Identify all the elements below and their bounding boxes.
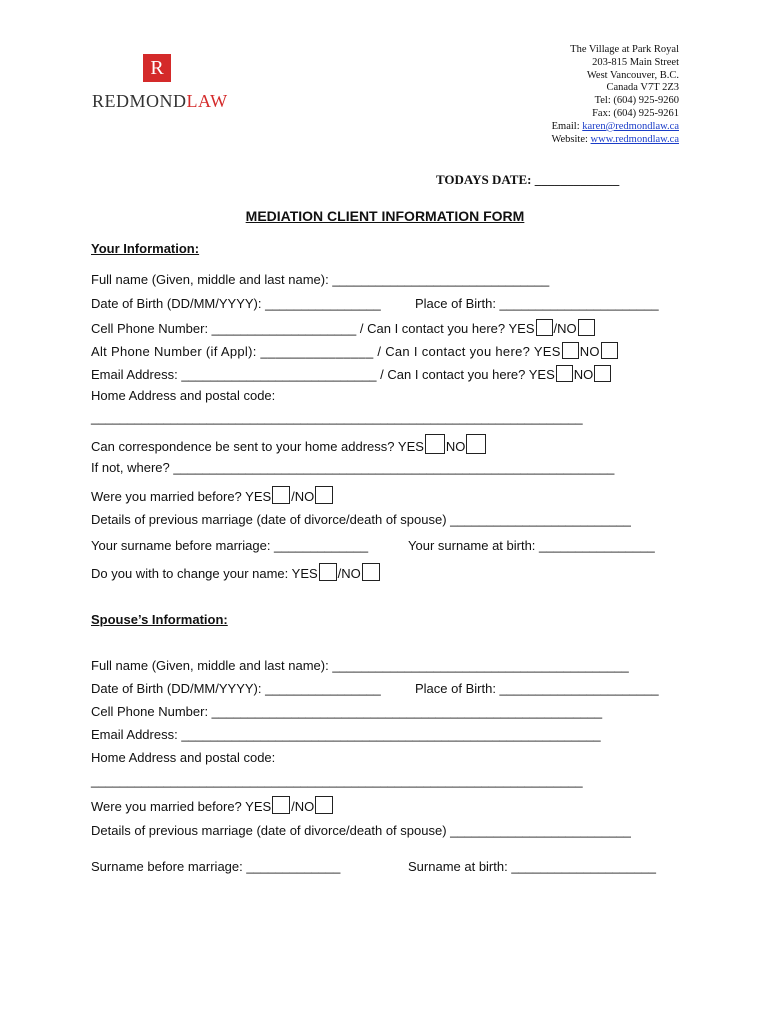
change-name-yes-checkbox[interactable] — [319, 563, 337, 581]
your-prev-marriage-field[interactable]: Details of previous marriage (date of divorce/death of spouse) _________________________ — [91, 512, 631, 527]
address-line-1: The Village at Park Royal — [570, 44, 679, 55]
your-full-name-field[interactable]: Full name (Given, middle and last name): ______________________________ — [91, 272, 550, 287]
website-label: Website: — [551, 133, 591, 145]
spouse-place-of-birth-field[interactable]: Place of Birth: ______________________ — [415, 681, 659, 696]
alt-no-checkbox[interactable] — [601, 342, 618, 359]
your-surname-before-field[interactable]: Your surname before marriage: _____________ — [91, 538, 369, 553]
your-cell-row — [91, 319, 596, 336]
your-home-address-label: Home Address and postal code: — [91, 388, 276, 403]
correspondence-label: Can correspondence be sent to your home address? YES — [91, 439, 424, 454]
your-place-of-birth-field[interactable]: Place of Birth: ______________________ — [415, 296, 659, 311]
address-website-row — [551, 134, 679, 147]
address-block — [551, 44, 679, 146]
email-label: Email: — [551, 120, 583, 132]
married-no-checkbox[interactable] — [315, 486, 333, 504]
alt-no-label: NO — [579, 344, 600, 359]
spouse-married-yes-checkbox[interactable] — [272, 796, 290, 814]
correspondence-row — [91, 434, 487, 454]
spouse-married-label: Were you married before? YES — [91, 799, 272, 814]
spouse-surname-before-field[interactable]: Surname before marriage: _____________ — [91, 859, 341, 874]
your-info-heading: Your Information: — [91, 241, 200, 256]
spouse-email-field[interactable]: Email Address: __________________________________________________________ — [91, 727, 601, 742]
address-fax: Fax: (604) 925-9261 — [592, 107, 679, 119]
alt-yes-checkbox[interactable] — [562, 342, 579, 359]
change-name-no-label: /NO — [337, 566, 361, 581]
change-name-label: Do you with to change your name: YES — [91, 566, 318, 581]
cell-no-label: /NO — [553, 321, 577, 336]
logo-mark: R — [143, 54, 171, 82]
email-no-label: NO — [573, 367, 594, 382]
your-email-row — [91, 365, 612, 382]
spouse-married-no-label: /NO — [291, 799, 315, 814]
your-alt-row — [91, 342, 619, 359]
spouse-info-heading: Spouse’s Information: — [91, 612, 228, 627]
spouse-cell-field[interactable]: Cell Phone Number: ______________________________________________________ — [91, 704, 603, 719]
cell-yes-checkbox[interactable] — [536, 319, 553, 336]
correspondence-no-label: NO — [445, 439, 466, 454]
logo-text — [92, 91, 228, 112]
married-yes-checkbox[interactable] — [272, 486, 290, 504]
change-name-row — [91, 563, 381, 581]
correspondence-yes-checkbox[interactable] — [425, 434, 445, 454]
spouse-married-row — [91, 796, 334, 814]
your-cell-field[interactable]: Cell Phone Number: ____________________ / Can I contact you here? YES — [91, 321, 535, 336]
spouse-home-address-field[interactable]: ____________________________________________________________________ — [91, 773, 583, 788]
spouse-married-no-checkbox[interactable] — [315, 796, 333, 814]
todays-date[interactable]: TODAYS DATE: _____________ — [436, 172, 620, 187]
spouse-surname-birth-field[interactable]: Surname at birth: ____________________ — [408, 859, 656, 874]
your-surname-birth-field[interactable]: Your surname at birth: ________________ — [408, 538, 655, 553]
your-dob-field[interactable]: Date of Birth (DD/MM/YYYY): ________________ — [91, 296, 381, 311]
correspondence-no-checkbox[interactable] — [466, 434, 486, 454]
cell-no-checkbox[interactable] — [578, 319, 595, 336]
address-tel: Tel: (604) 925-9260 — [594, 95, 679, 107]
address-line-4: Canada V7T 2Z3 — [606, 82, 679, 94]
change-name-no-checkbox[interactable] — [362, 563, 380, 581]
form-title: MEDIATION CLIENT INFORMATION FORM — [245, 208, 525, 224]
your-married-row — [91, 486, 334, 504]
your-alt-field[interactable]: Alt Phone Number (if Appl): _______________ / Can I contact you here? YES — [91, 344, 561, 359]
logo-text-redmond: REDMOND — [92, 91, 187, 111]
spouse-full-name-field[interactable]: Full name (Given, middle and last name): _________________________________________ — [91, 658, 629, 673]
your-home-address-field[interactable]: ____________________________________________________________________ — [91, 410, 583, 425]
email-yes-checkbox[interactable] — [556, 365, 573, 382]
if-not-where-field[interactable]: If not, where? _____________________________________________________________ — [91, 460, 615, 475]
logo-text-law: LAW — [186, 91, 228, 111]
address-line-3: West Vancouver, B.C. — [586, 69, 679, 81]
spouse-home-address-label: Home Address and postal code: — [91, 750, 276, 765]
website-link[interactable]: www.redmondlaw.ca — [590, 133, 679, 145]
address-line-2: 203-815 Main Street — [592, 56, 679, 68]
address-email-row — [551, 121, 679, 134]
your-married-label: Were you married before? YES — [91, 489, 272, 504]
email-no-checkbox[interactable] — [594, 365, 611, 382]
spouse-prev-marriage-field[interactable]: Details of previous marriage (date of divorce/death of spouse) _________________________ — [91, 823, 631, 838]
your-email-field[interactable]: Email Address: ___________________________ / Can I contact you here? YES — [91, 367, 555, 382]
email-link[interactable]: karen@redmondlaw.ca — [582, 120, 679, 132]
spouse-dob-field[interactable]: Date of Birth (DD/MM/YYYY): ________________ — [91, 681, 381, 696]
married-no-label: /NO — [291, 489, 315, 504]
